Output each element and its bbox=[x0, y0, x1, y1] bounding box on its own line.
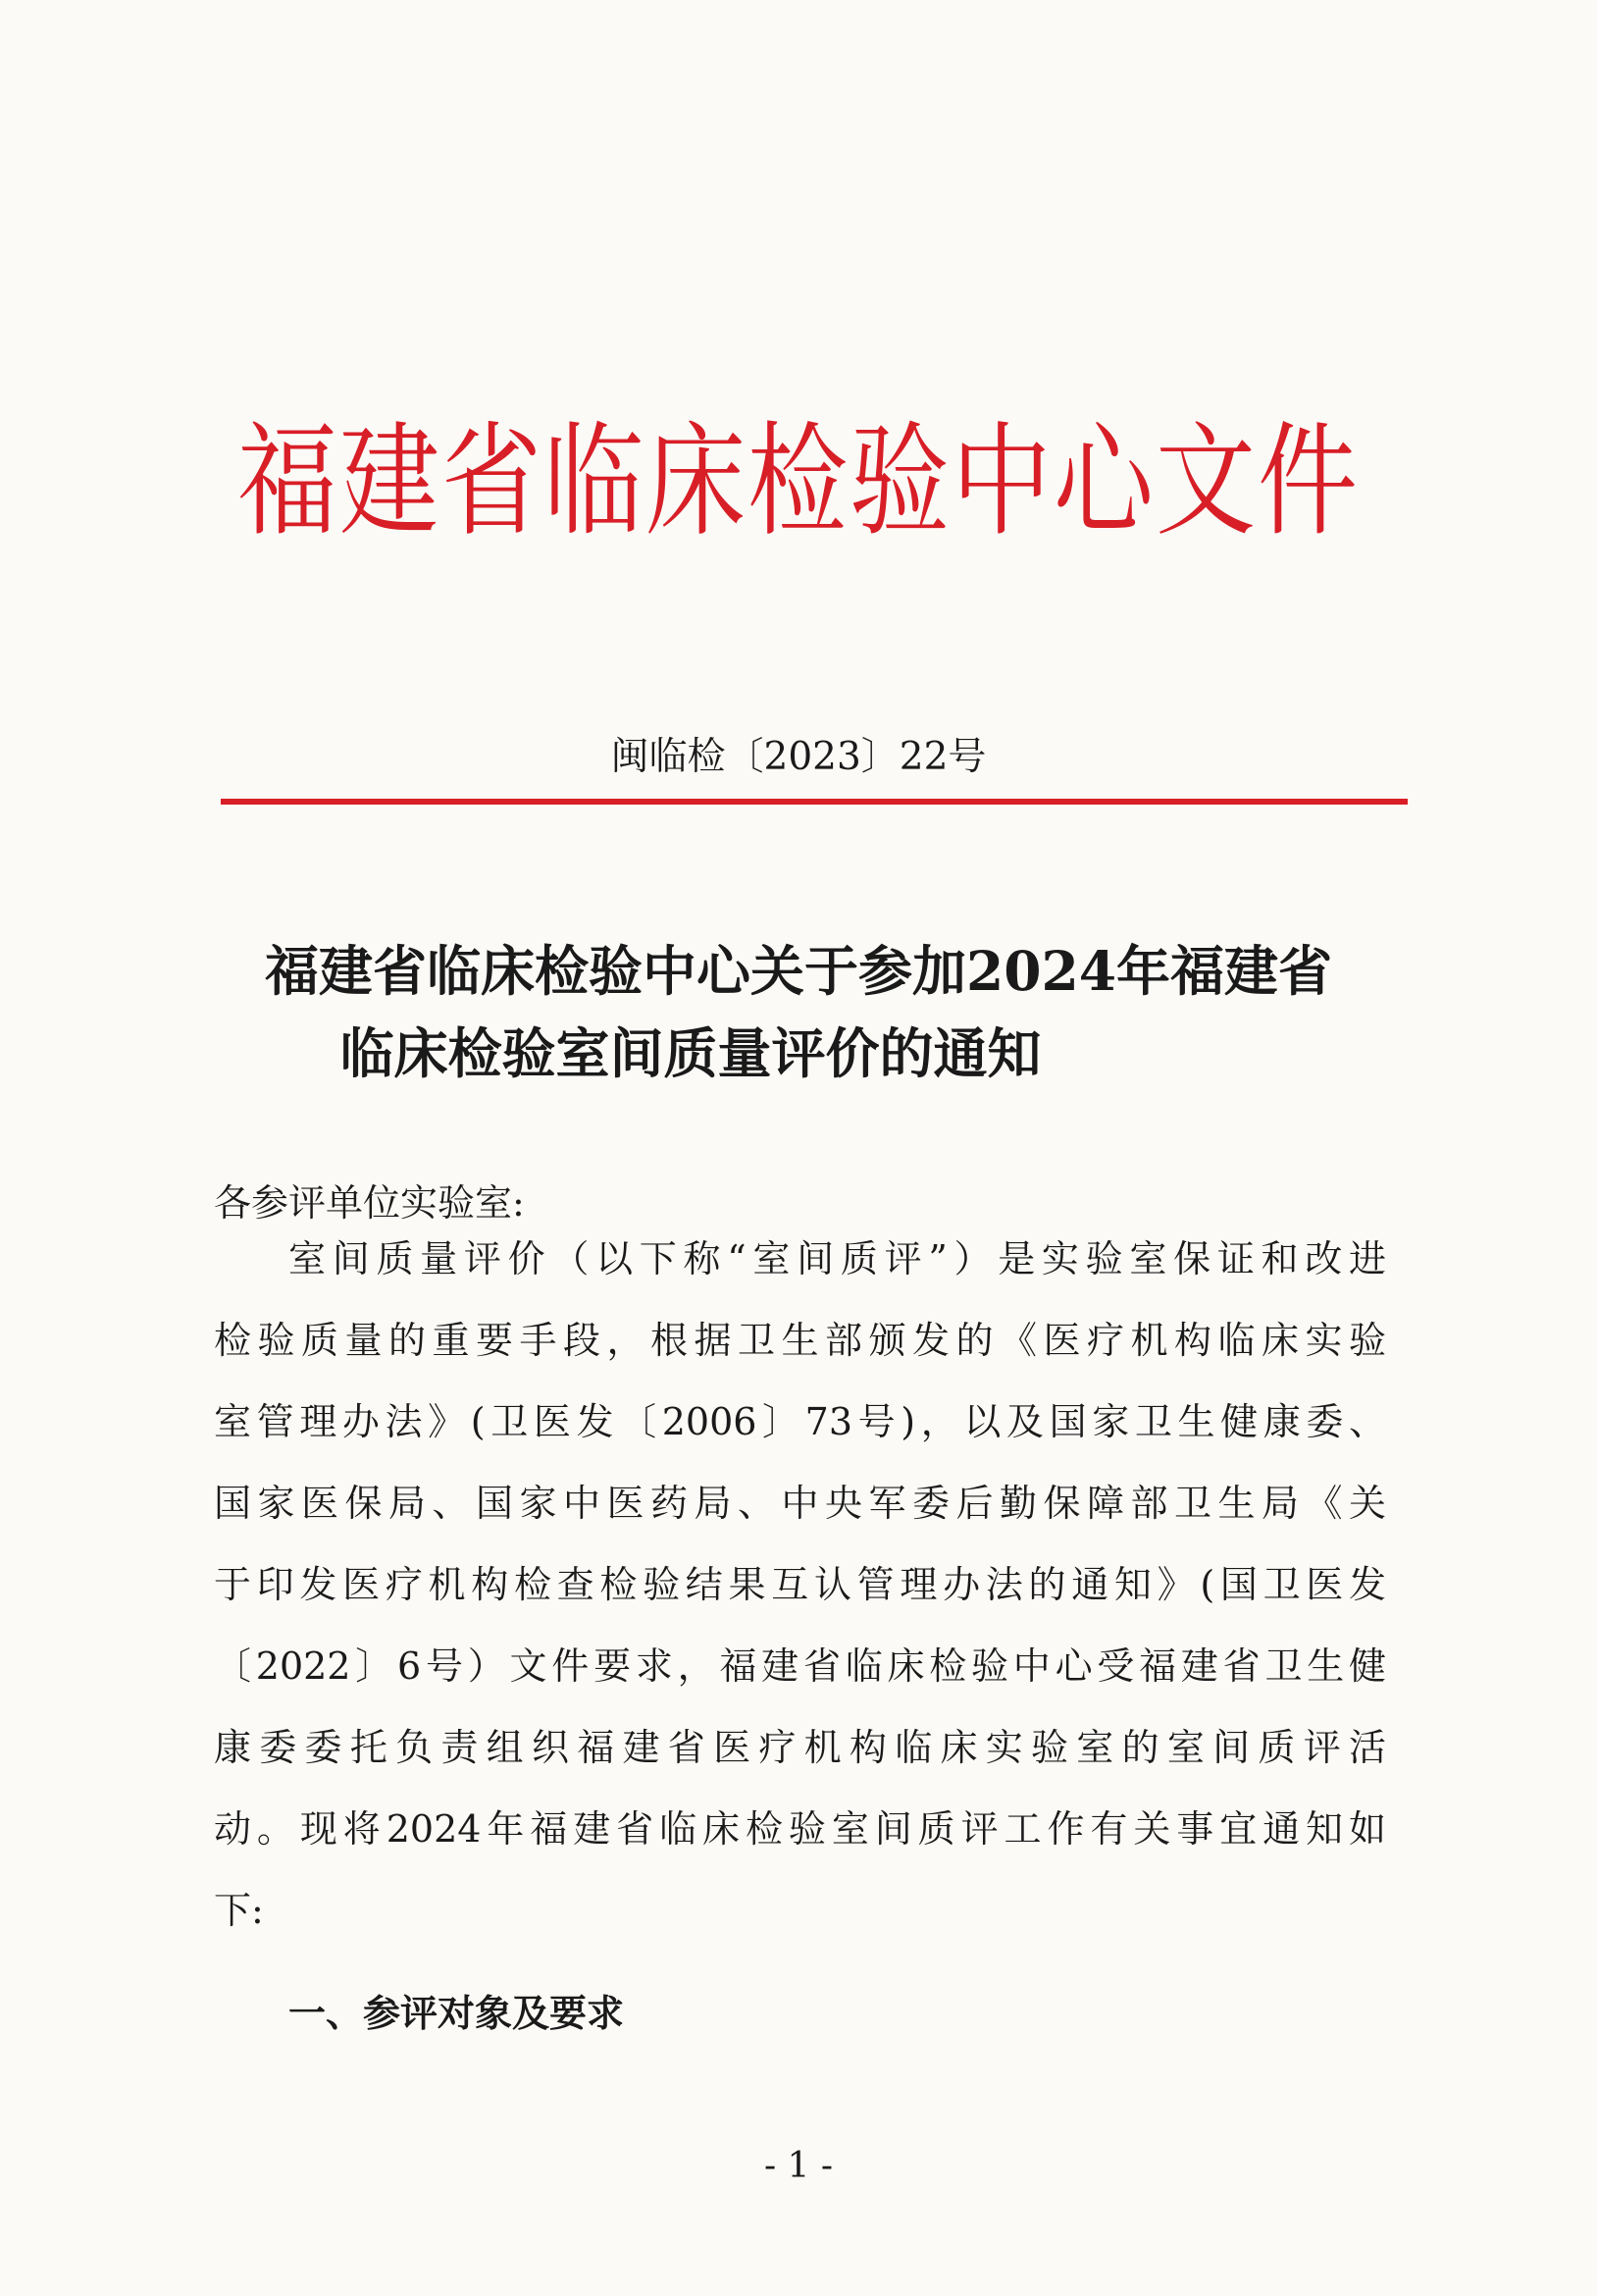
body-line: 〔2022〕6号）文件要求，福建省临床检验中心受福建省卫生健 bbox=[214, 1644, 1386, 1688]
masthead-title: 福建省临床检验中心文件 bbox=[237, 411, 1360, 554]
document-title-line-1: 福建省临床检验中心关于参加2024年福建省 bbox=[264, 939, 1333, 1003]
document-number: 闽临检〔2023〕22号 bbox=[610, 735, 987, 779]
body-line: 于印发医疗机构检查检验结果互认管理办法的通知》(国卫医发 bbox=[214, 1563, 1386, 1606]
red-divider-line bbox=[221, 799, 1408, 805]
body-line: 检验质量的重要手段，根据卫生部颁发的《医疗机构临床实验 bbox=[214, 1319, 1386, 1362]
page-number: - 1 - bbox=[763, 2146, 834, 2186]
section-heading: 一、参评对象及要求 bbox=[288, 1992, 625, 2035]
body-line: 国家医保局、国家中医药局、中央军委后勤保障部卫生局《关 bbox=[214, 1482, 1386, 1525]
body-line: 室管理办法》(卫医发〔2006〕73号)，以及国家卫生健康委、 bbox=[214, 1400, 1386, 1443]
body-line: 动。现将2024年福建省临床检验室间质评工作有关事宜通知如 bbox=[214, 1807, 1386, 1851]
document-title bbox=[0, 930, 1597, 1095]
salutation: 各参评单位实验室: bbox=[214, 1181, 525, 1225]
body-line: 室间质量评价（以下称“室间质评”）是实验室保证和改进 bbox=[288, 1237, 1386, 1280]
body-line: 下: bbox=[214, 1889, 264, 1932]
document-title-line-2: 临床检验室间质量评价的通知 bbox=[339, 1021, 1042, 1085]
body-line: 康委委托负责组织福建省医疗机构临床实验室的室间质评活 bbox=[214, 1726, 1386, 1769]
